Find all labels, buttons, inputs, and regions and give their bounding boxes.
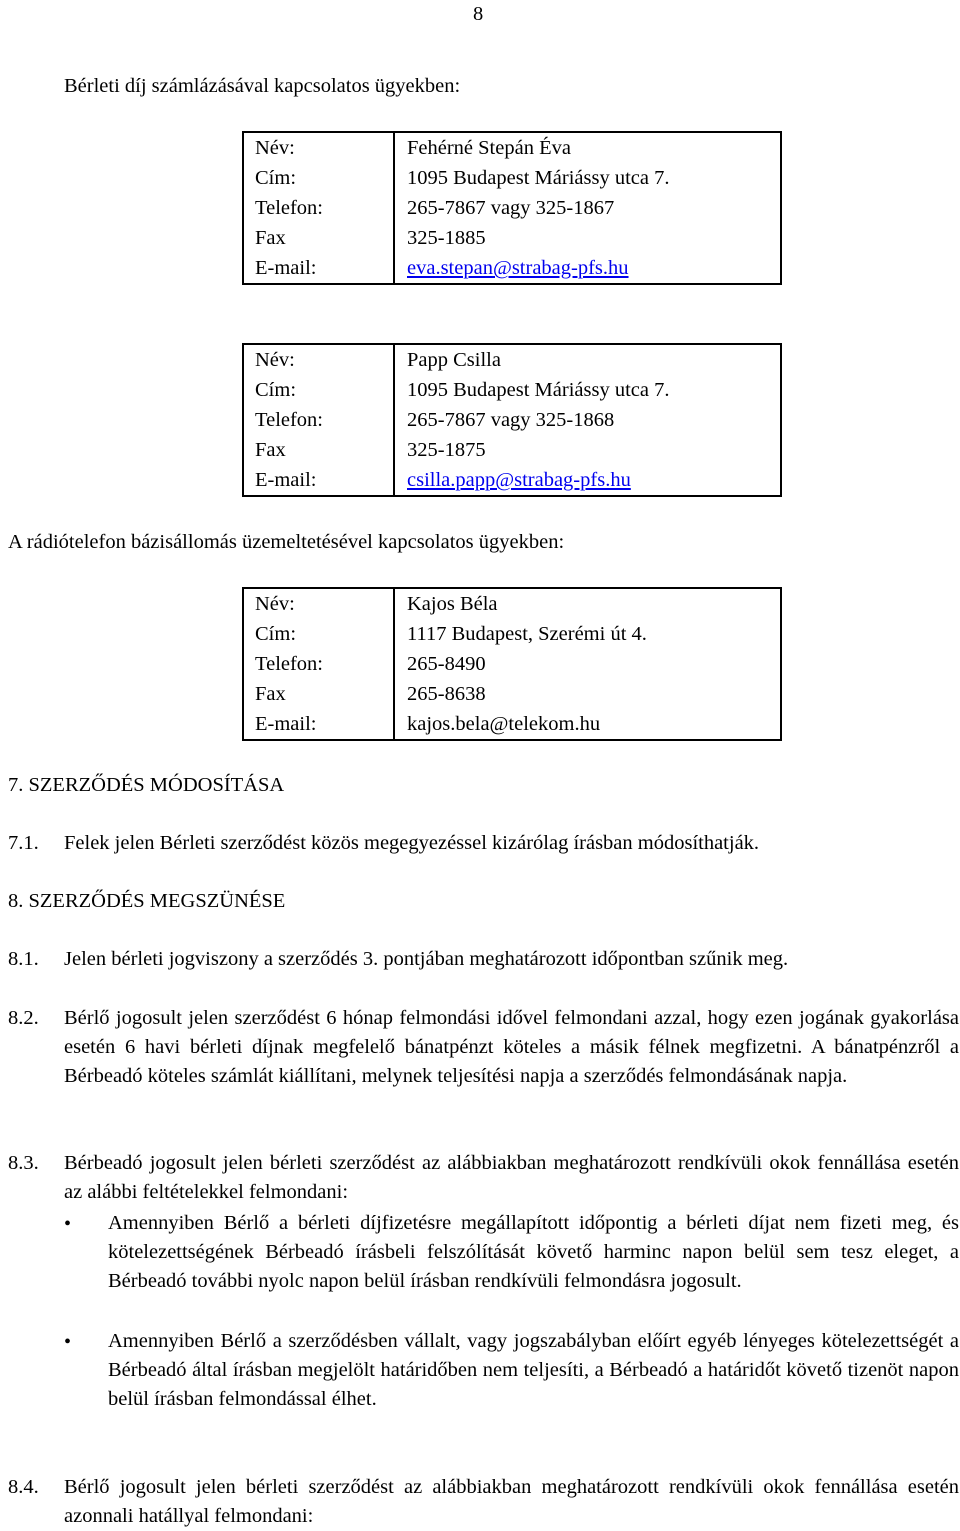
value-cell: Kajos Béla [394, 588, 781, 619]
page-number: 8 [473, 3, 484, 25]
section-8-title: 8. SZERZŐDÉS MEGSZÜNÉSE [8, 890, 286, 912]
value-cell: 265-8638 [394, 679, 781, 709]
clause-number: 8.2. [8, 1007, 39, 1029]
section-7-title: 7. SZERZŐDÉS MÓDOSÍTÁSA [8, 774, 285, 796]
value-cell: kajos.bela@telekom.hu [394, 709, 781, 740]
table-row [243, 375, 781, 405]
radio-heading: A rádiótelefon bázisállomás üzemeltetésével kapcsolatos ügyekben: [8, 531, 565, 553]
table-row [243, 405, 781, 435]
value-cell: 1117 Budapest, Szerémi út 4. [394, 619, 781, 649]
table-row [243, 435, 781, 465]
email-link[interactable]: eva.stepan@strabag-pfs.hu [407, 257, 629, 279]
bullet-icon: • [64, 1331, 72, 1353]
clause-number: 8.4. [8, 1476, 39, 1498]
label-cell: Név: [243, 588, 394, 619]
table-row [243, 619, 781, 649]
list-item: Amennyiben Bérlő a szerződésben vállalt, vagy jogszabályban előírt egyéb lényeges kötelezettségét a Bérbeadó által írásban megjelölt határidőben nem teljesíti, a Bérbeadó a határidőt követő tizenöt napon belül írásban felmondással élhet. [108, 1330, 959, 1410]
clause-number: 8.3. [8, 1152, 39, 1174]
clause-number: 7.1. [8, 832, 39, 854]
label-cell: Cím: [243, 375, 394, 405]
value-cell: 265-7867 vagy 325-1868 [394, 405, 781, 435]
value-cell: 1095 Budapest Máriássy utca 7. [394, 375, 781, 405]
label-cell: E-mail: [243, 709, 394, 740]
value-cell: 265-7867 vagy 325-1867 [394, 193, 781, 223]
label-cell: Telefon: [243, 193, 394, 223]
clause-8-2-text: Bérlő jogosult jelen szerződést 6 hónap felmondási idővel felmondani azzal, hogy ezen jogának gyakorlása esetén 6 havi bérleti díjnak megfelelő bánatpénzt köteles a másik félnek megfizetni. A bánatpénzről a Bérbeadó köteles számlát kiállítani, melynek teljesítési napja a szerződés felmondásának napja. [64, 1007, 959, 1087]
table-row [243, 465, 781, 496]
value-cell [394, 253, 781, 284]
table-row [243, 649, 781, 679]
contact-table-billing-1 [242, 131, 782, 285]
clause-8-3-text: Bérbeadó jogosult jelen bérleti szerződést az alábbiakban meghatározott rendkívüli okok fennállása esetén az alábbi feltételekkel felmondani: [64, 1152, 959, 1203]
email-link[interactable]: csilla.papp@strabag-pfs.hu [407, 469, 631, 491]
value-cell: 265-8490 [394, 649, 781, 679]
billing-heading: Bérleti díj számlázásával kapcsolatos ügyekben: [64, 75, 461, 97]
label-cell: Fax [243, 223, 394, 253]
table-row [243, 253, 781, 284]
value-cell: Fehérné Stepán Éva [394, 132, 781, 163]
table-row [243, 344, 781, 375]
label-cell: Telefon: [243, 405, 394, 435]
table-row [243, 193, 781, 223]
bullet-icon: • [64, 1213, 72, 1235]
label-cell: E-mail: [243, 465, 394, 496]
table-row [243, 163, 781, 193]
label-cell: E-mail: [243, 253, 394, 284]
label-cell: Fax [243, 679, 394, 709]
table-row [243, 588, 781, 619]
value-cell: Papp Csilla [394, 344, 781, 375]
clause-number: 8.1. [8, 948, 39, 970]
table-row [243, 132, 781, 163]
label-cell: Cím: [243, 163, 394, 193]
list-item: Amennyiben Bérlő a bérleti díjfizetésre megállapított időpontig a bérleti díjat nem fizeti meg, és kötelezettségének Bérbeadó írásbeli felszólítását követő harminc napon belül sem tesz eleget, a Bérbeadó további nyolc napon belül írásban rendkívüli felmondásra jogosult. [108, 1212, 959, 1292]
table-row [243, 679, 781, 709]
label-cell: Név: [243, 344, 394, 375]
value-cell: 325-1875 [394, 435, 781, 465]
value-cell: 325-1885 [394, 223, 781, 253]
value-cell: 1095 Budapest Máriássy utca 7. [394, 163, 781, 193]
label-cell: Telefon: [243, 649, 394, 679]
clause-8-1-text: Jelen bérleti jogviszony a szerződés 3. pontjában meghatározott időpontban szűnik meg. [64, 948, 789, 970]
label-cell: Cím: [243, 619, 394, 649]
table-row [243, 223, 781, 253]
label-cell: Fax [243, 435, 394, 465]
contact-table-radio [242, 587, 782, 741]
value-cell [394, 465, 781, 496]
clause-7-1-text: Felek jelen Bérleti szerződést közös megegyezéssel kizárólag írásban módosíthatják. [64, 832, 760, 854]
label-cell: Név: [243, 132, 394, 163]
clause-8-4-text: Bérlő jogosult jelen bérleti szerződést az alábbiakban meghatározott rendkívüli okok fennállása esetén azonnali hatállyal felmondani: [64, 1476, 959, 1527]
contact-table-billing-2 [242, 343, 782, 497]
table-row [243, 709, 781, 740]
